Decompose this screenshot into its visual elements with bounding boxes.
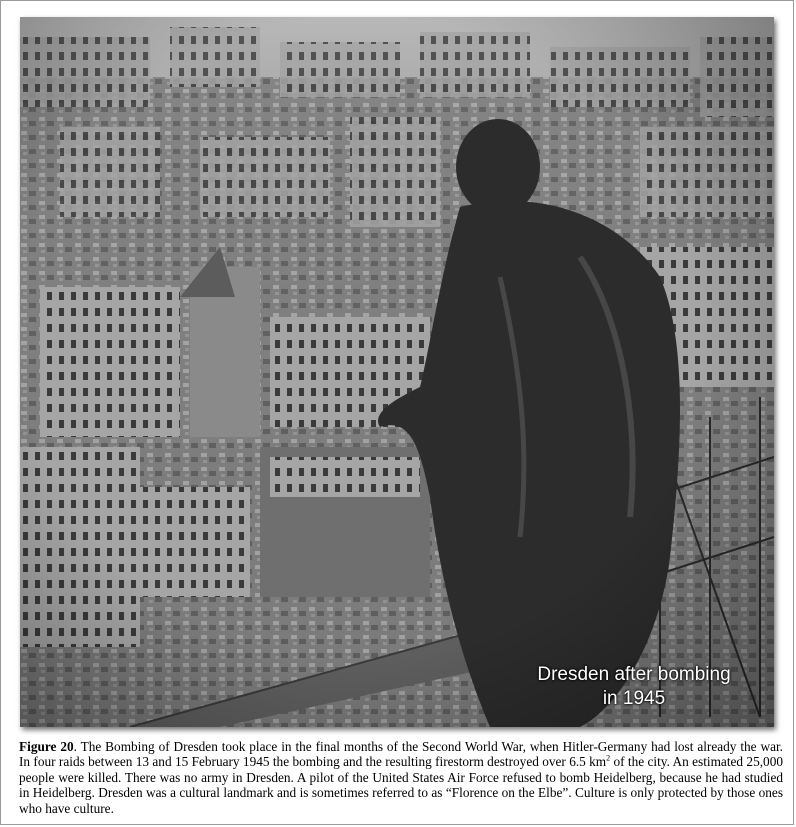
photo-illustration: [20, 17, 774, 727]
caption-superscript: 2: [606, 753, 611, 763]
caption-text-part-2: of the city. An estimated 25,000 people were killed. There was no army in Dresden. A pilot of the United States Air Force refused to bomb Heidelberg, because he had studied in Heidelberg. Dresden was a cultural landmark and is sometimes referred to as “Florence on the Elbe”. Culture is only protected by those ones who have culture.: [19, 754, 783, 816]
figure-caption: [19, 739, 783, 816]
photo-overlay-line-1: Dresden after bombing: [537, 664, 731, 685]
photo-overlay-caption: [514, 663, 754, 711]
dresden-ruins-photo: [20, 17, 774, 727]
caption-text-part-1: . The Bombing of Dresden took place in the final months of the Second World War, when Hitler-Germany had lost already the war. In four raids between 13 and 15 February 1945 the bombing and the resulting firestorm destroyed over 6.5 km: [19, 739, 783, 770]
figure-label: Figure 20: [19, 739, 74, 754]
photo-overlay-line-2: in 1945: [602, 688, 666, 709]
